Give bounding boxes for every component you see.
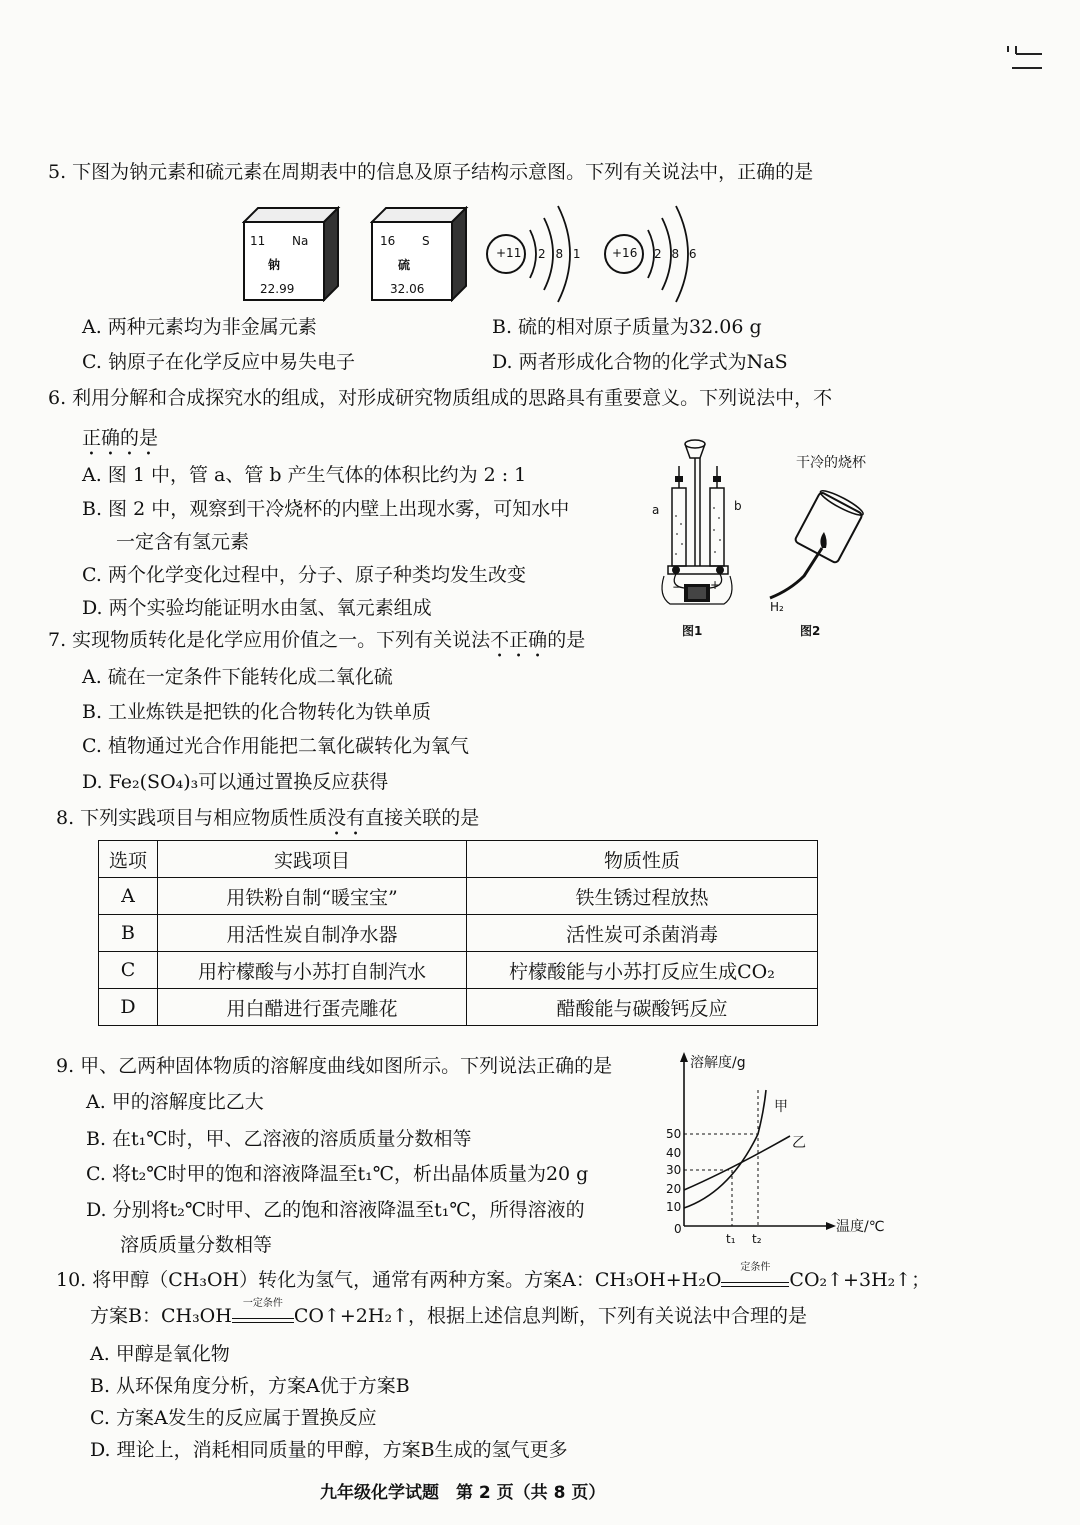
table-cell: D	[99, 989, 158, 1026]
s-symbol: S	[422, 234, 430, 248]
q6-option-b-line1: B. 图 2 中，观察到干冷烧杯的内壁上出现水雾，可知水中	[82, 498, 570, 520]
q10-option-c: C. 方案A发生的反应属于置换反应	[90, 1407, 377, 1429]
q9-option-b: B. 在t₁℃时，甲、乙溶液的溶质质量分数相等	[86, 1128, 472, 1150]
na-name: 钠	[268, 258, 281, 272]
q10-option-a: A. 甲醇是氧化物	[90, 1343, 230, 1365]
q7-option-a: A. 硫在一定条件下能转化成二氧化硫	[82, 666, 393, 688]
q8-stem: 8. 下列实践项目与相应物质性质没有直接关联的是	[56, 807, 480, 829]
table-cell: 用铁粉自制“暖宝宝”	[158, 878, 467, 915]
table-row	[99, 915, 818, 952]
q9-stem: 9. 甲、乙两种固体物质的溶解度曲线如图所示。下列说法正确的是	[56, 1055, 613, 1077]
series-jia-label: 甲	[774, 1099, 788, 1115]
q5-option-c: C. 钠原子在化学反应中易失电子	[82, 351, 355, 373]
s-shells: 2 8 6	[654, 247, 700, 261]
table-header: 实践项目	[158, 841, 467, 878]
q6-option-b-line2: 一定含有氢元素	[116, 531, 250, 553]
t2-label: t₂	[752, 1232, 762, 1246]
plus-electrode: +	[710, 578, 721, 592]
q5-option-a: A. 两种元素均为非金属元素	[82, 316, 317, 338]
fig2-caption: 图2	[800, 624, 821, 638]
s-name: 硫	[398, 258, 411, 272]
table-cell: 铁生锈过程放热	[467, 878, 818, 915]
y-tick-50: 50	[666, 1127, 682, 1141]
q6-stem-line2: 正确的是	[82, 427, 159, 449]
h2-label: H₂	[770, 600, 784, 614]
q7-option-d: D. Fe₂(SO₄)₃可以通过置换反应获得	[82, 771, 389, 793]
na-mass: 22.99	[260, 282, 295, 296]
table-cell: 柠檬酸能与小苏打反应生成CO₂	[467, 952, 818, 989]
curve-yi	[684, 1136, 790, 1190]
q9-option-c: C. 将t₂℃时甲的饱和溶液降温至t₁℃，析出晶体质量为20 g	[86, 1163, 589, 1185]
table-cell: A	[99, 878, 158, 915]
origin-label: 0	[674, 1222, 682, 1236]
table-cell: 用活性炭自制净水器	[158, 915, 467, 952]
table-cell: 用柠檬酸与小苏打自制汽水	[158, 952, 467, 989]
q9-option-a: A. 甲的溶解度比乙大	[86, 1091, 264, 1113]
y-axis-arrow-icon	[680, 1052, 688, 1062]
table-cell: 醋酸能与碳酸钙反应	[467, 989, 818, 1026]
table-cell: C	[99, 952, 158, 989]
table-header: 选项	[99, 841, 158, 878]
table-header: 物质性质	[467, 841, 818, 878]
y-tick-10: 10	[666, 1200, 682, 1214]
na-atomic-number: 11	[250, 234, 266, 248]
q9-option-d-line2: 溶质质量分数相等	[120, 1234, 273, 1256]
x-axis-label: 温度/℃	[836, 1219, 885, 1235]
y-tick-20: 20	[666, 1182, 682, 1196]
q5-stem: 5. 下图为钠元素和硫元素在周期表中的信息及原子结构示意图。下列有关说法中，正确的是	[48, 161, 814, 183]
q9-option-d-line1: D. 分别将t₂℃时甲、乙的饱和溶液降温至t₁℃，所得溶液的	[86, 1199, 585, 1221]
x-axis-arrow-icon	[826, 1222, 836, 1230]
table-cell: 用白醋进行蛋壳雕花	[158, 989, 467, 1026]
s-nucleus: +16	[612, 246, 638, 260]
t1-label: t₁	[726, 1232, 736, 1246]
condition-arrow-b: 一定条件	[232, 1312, 294, 1323]
page-footer: 九年级化学试题 第 2 页（共 8 页）	[320, 1483, 606, 1503]
q10-option-d: D. 理论上，消耗相同质量的甲醇，方案B生成的氢气更多	[90, 1439, 568, 1461]
series-yi-label: 乙	[792, 1135, 806, 1151]
table-row	[99, 989, 818, 1026]
na-symbol: Na	[292, 234, 309, 248]
y-tick-40: 40	[666, 1146, 682, 1160]
table-row	[99, 878, 818, 915]
q6-option-d: D. 两个实验均能证明水由氢、氧元素组成	[82, 597, 432, 619]
q7-emphasis: 不正确	[490, 629, 548, 651]
q5-option-b: B. 硫的相对原子质量为32.06 g	[492, 316, 762, 338]
practice-table	[98, 840, 818, 1026]
q7-option-b: B. 工业炼铁是把铁的化合物转化为铁单质	[82, 701, 432, 723]
y-axis-label: 溶解度/g	[690, 1055, 746, 1071]
q10-option-b: B. 从环保角度分析，方案A优于方案B	[90, 1375, 410, 1397]
na-shells: 2 8 1	[538, 247, 584, 261]
curve-jia	[684, 1090, 766, 1208]
q6-stem-line1: 6. 利用分解和合成探究水的组成，对形成研究物质组成的思路具有重要意义。下列说法中，不	[48, 387, 833, 409]
minus-electrode: −	[672, 580, 683, 594]
beaker-label: 干冷的烧杯	[796, 455, 866, 471]
hydrogen-combustion-apparatus	[760, 480, 870, 610]
table-cell: B	[99, 915, 158, 952]
table-cell: 活性炭可杀菌消毒	[467, 915, 818, 952]
y-tick-30: 30	[666, 1163, 682, 1177]
na-nucleus: +11	[496, 246, 522, 260]
q8-emphasis: 没有	[327, 807, 366, 829]
table-row	[99, 952, 818, 989]
s-mass: 32.06	[390, 282, 425, 296]
electrolysis-apparatus	[650, 436, 740, 616]
table-header-row	[99, 841, 818, 878]
tube-a-label: a	[652, 503, 660, 517]
tube-b-label: b	[734, 499, 742, 513]
q10-line1: 10. 将甲醇（CH₃OH）转化为氢气，通常有两种方案。方案A：CH₃OH+H₂O 定条件 CO₂↑+3H₂↑；	[56, 1261, 931, 1291]
condition-arrow-a: 定条件	[721, 1276, 789, 1287]
q7-stem: 7. 实现物质转化是化学应用价值之一。下列有关说法不正确的是	[48, 629, 586, 651]
q6-option-a: A. 图 1 中，管 a、管 b 产生气体的体积比约为 2 : 1	[82, 464, 527, 486]
q7-option-c: C. 植物通过光合作用能把二氧化碳转化为氧气	[82, 735, 469, 757]
q5-option-d: D. 两者形成化合物的化学式为NaS	[492, 351, 788, 373]
q10-line2: 方案B：CH₃OH 一定条件 CO↑+2H₂↑，根据上述信息判断，下列有关说法中合理的是	[90, 1297, 807, 1327]
corner-mark	[1004, 44, 1044, 72]
fig1-caption: 图1	[682, 624, 703, 638]
s-atomic-number: 16	[380, 234, 396, 248]
q6-option-c: C. 两个化学变化过程中，分子、原子种类均发生改变	[82, 564, 526, 586]
